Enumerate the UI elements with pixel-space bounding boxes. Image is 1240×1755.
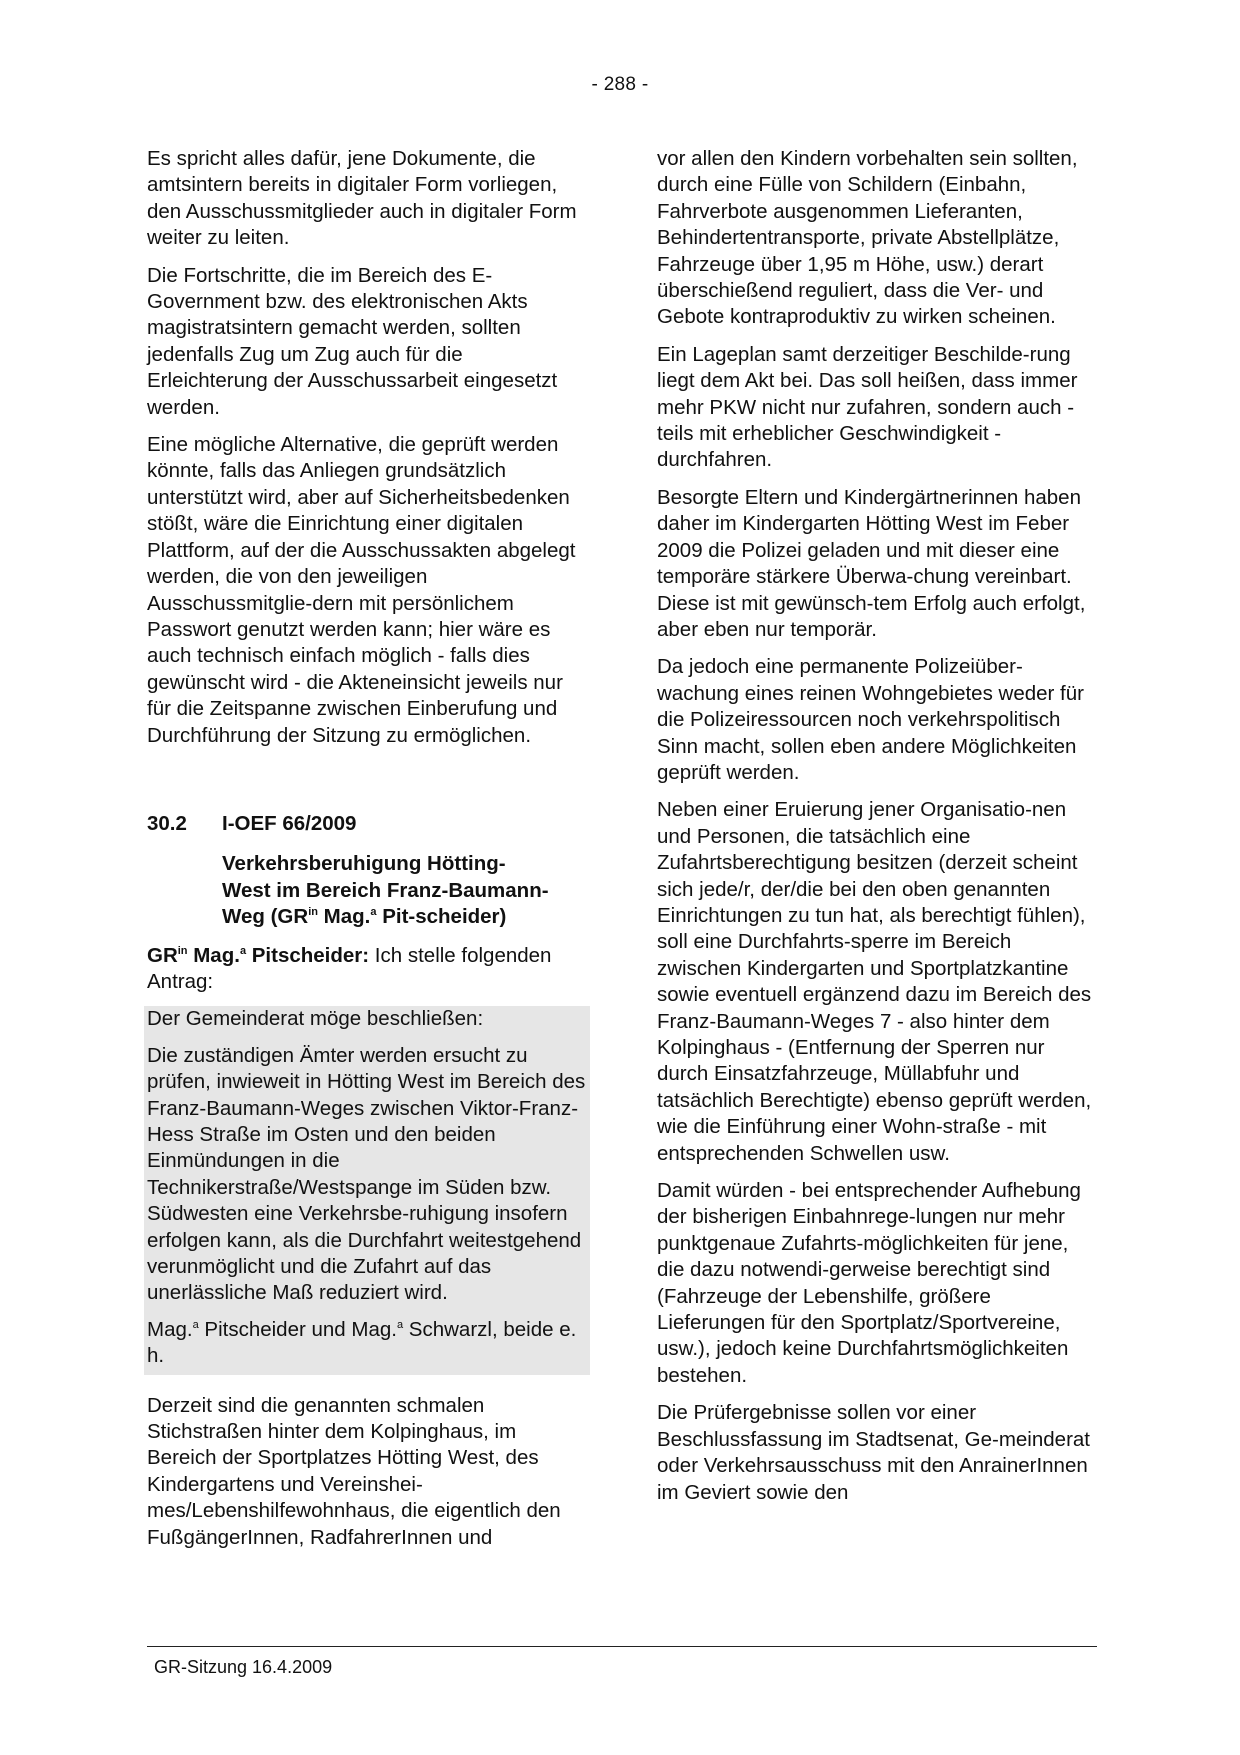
- right-column: [657, 146, 1097, 1517]
- paragraph: Derzeit sind die genannten schmalen Stichstraßen hinter dem Kolpinghaus, im Bereich der Sportplatzes Hötting West, des Kindergartens und Vereinshei-mes/Lebenshilfewohnhaus, die eigentlich den FußgängerInnen, RadfahrerInnen und: [147, 1393, 561, 1549]
- speaker-line: [147, 943, 587, 996]
- paragraph: Es spricht alles dafür, jene Dokumente, die amtsintern bereits in digitaler Form vorliegen, den Ausschussmitglieder auch in digitaler Form weiter zu leiten.: [147, 147, 577, 250]
- paragraph: Die Fortschritte, die im Bereich des E-Government bzw. des elektronischen Akts magistratsintern gemacht werden, sollten jedenfalls Zug um Zug auch für die Erleichterung der Ausschussarbeit eingesetzt werden.: [147, 263, 558, 419]
- paragraph: Da jedoch eine permanente Polizeiüber-wachung eines reinen Wohngebietes weder für die Polizeiressourcen noch verkehrspolitisch Sinn macht, sollen eben andere Möglichkeiten geprüft werden.: [657, 655, 1084, 784]
- footer-divider: [147, 1646, 1097, 1647]
- section-title: Verkehrsberuhigung Hötting-West im Bereich Franz-Baumann-Weg ($GR^{in}$ Mag.$^a$ Pit-scheider): [222, 852, 549, 929]
- paragraph: Neben einer Eruierung jener Organisatio-nen und Personen, die tatsächlich eine Zufahrtsberechtigung besitzen (derzeit scheint sich jede/r, der/die bei den oben genannten Einrichtungen zu tun hat, als berechtigt fühlen), soll eine Durchfahrts-sperre im Bereich zwischen Kindergarten und Sportplatzkantine sowie eventuell ergänzend dazu im Bereich des Franz-Baumann-Weges 7 - also hinter dem Kolpinghaus - (Entfernung der Sperren nur durch Einsatzfahrzeuge, Müllabfuhr und tatsächlich Berechtigte) ebenso geprüft werden, wie die Einführung einer Wohn-straße - mit entsprechenden Schwellen usw.: [657, 798, 1092, 1165]
- motion-body: Die zuständigen Ämter werden ersucht zu prüfen, inwieweit in Hötting West im Bereich des Franz-Baumann-Weges zwischen Viktor-Franz-Hess Straße im Osten und den beiden Einmündungen in die Technikerstraße/Westspange im Süden bzw. Südwesten eine Verkehrsbe-ruhigung insofern erfolgen kann, als die Durchfahrt weitestgehend verunmöglicht und die Zufahrt auf das unerlässliche Maß reduziert wird.: [147, 1043, 586, 1305]
- paragraph: Die Prüfergebnisse sollen vor einer Beschlussfassung im Stadtsenat, Ge-meinderat oder Verkehrsausschuss mit den AnrainerInnen im Geviert sowie den: [657, 1401, 1090, 1504]
- paragraph: Damit würden - bei entsprechender Aufhebung der bisherigen Einbahnrege-lungen nur mehr punktgenaue Zufahrts-möglichkeiten für jene, die dazu notwendi-gerweise berechtigt sind (Fahrzeuge der Lebenshilfe, größere Lieferungen für den Sportplatz/Sportvereine, usw.), jedoch keine Durchfahrtsmöglichkeiten bestehen.: [657, 1179, 1081, 1387]
- paragraph: Besorgte Eltern und Kindergärtnerinnen haben daher im Kindergarten Hötting West im Feber 2009 die Polizei geladen und mit dieser eine temporäre stärkere Überwa-chung vereinbart. Diese ist mit gewünsch-tem Erfolg auch erfolgt, aber eben nur temporär.: [657, 485, 1086, 641]
- left-column: [147, 146, 587, 1562]
- motion-box: [144, 1006, 590, 1374]
- motion-signatures: Mag.$^a$ Pitscheider und Mag.$^a$ Schwarzl, beide e. h.: [147, 1317, 577, 1368]
- section-heading: [147, 811, 587, 837]
- paragraph: Eine mögliche Alternative, die geprüft werden könnte, falls das Anliegen grundsätzlich unterstützt wird, aber auf Sicherheitsbedenken stößt, wäre die Einrichtung einer digitalen Plattform, auf der die Ausschussakten abgelegt werden, die von den jeweiligen Ausschussmitglie-dern mit persönlichem Passwort genutzt werden kann; hier wäre es auch technisch einfach möglich - falls dies gewünscht wird - die Akteneinsicht jeweils nur für die Zeitspanne zwischen Einberufung und Durchführung der Sitzung zu ermöglichen.: [147, 433, 576, 747]
- speaker-statement: Ich stelle folgenden Antrag:: [147, 943, 552, 993]
- paragraph: Ein Lageplan samt derzeitiger Beschilde-rung liegt dem Akt bei. Das soll heißen, dass immer mehr PKW nicht nur zufahren, sondern auch - teils mit erheblicher Geschwindigkeit - durchfahren.: [657, 342, 1078, 472]
- section-code: I-OEF 66/2009: [222, 811, 357, 835]
- section-number: 30.2: [147, 811, 187, 835]
- motion-intro: Der Gemeinderat möge beschließen:: [147, 1007, 484, 1031]
- speaker-name: $GR^{in}$ Mag.$^a$ Pitscheider:: [147, 943, 370, 967]
- footer-text: GR-Sitzung 16.4.2009: [154, 1657, 333, 1677]
- page-number: - 288 -: [591, 74, 649, 95]
- paragraph: vor allen den Kindern vorbehalten sein sollten, durch eine Fülle von Schildern (Einbahn, Fahrverbote ausgenommen Lieferanten, Behindertentransporte, private Abstellplätze, Fahrzeuge über 1,95 m Höhe, usw.) derart überschießend reguliert, dass die Ver- und Gebote kontraproduktiv zu wirken scheinen.: [657, 147, 1078, 329]
